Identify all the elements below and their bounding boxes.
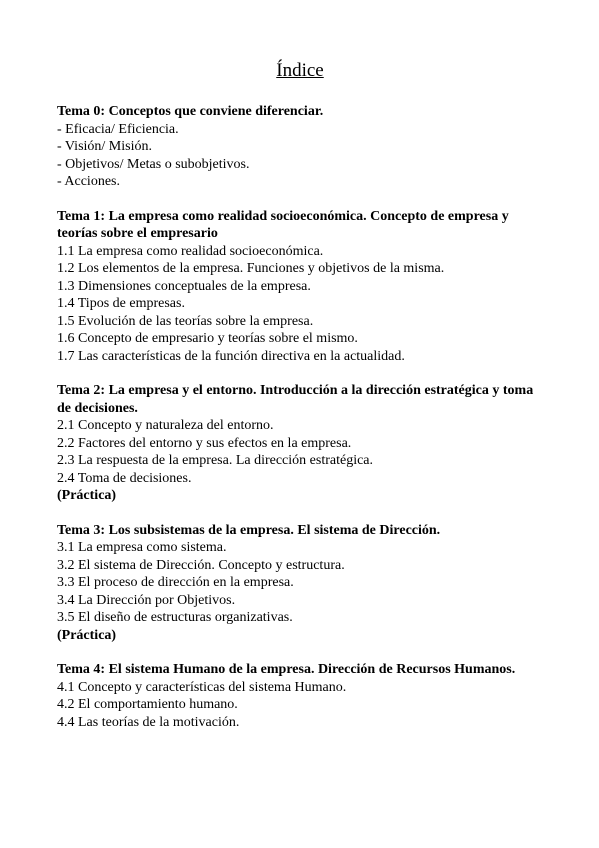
page-title: Índice <box>276 60 324 81</box>
list-item: 4.1 Concepto y características del sistema Humano. <box>57 679 347 695</box>
list-item: - Eficacia/ Eficiencia. <box>57 121 179 137</box>
list-item: 1.4 Tipos de empresas. <box>57 296 185 311</box>
index-content <box>57 103 543 731</box>
section-tema-1 <box>57 208 543 366</box>
section-title: Tema 2: La empresa y el entorno. Introducción a la dirección estratégica y toma de decisiones. <box>57 383 534 416</box>
list-item: - Acciones. <box>57 174 120 189</box>
section-tema-0 <box>57 103 543 191</box>
list-item: 1.2 Los elementos de la empresa. Funciones y objetivos de la misma. <box>57 261 445 276</box>
practice-label: (Práctica) <box>57 627 117 643</box>
list-item: 1.5 Evolución de las teorías sobre la empresa. <box>57 313 314 329</box>
list-item: 3.5 El diseño de estructuras organizativas. <box>57 610 293 625</box>
section-title: Tema 4: El sistema Humano de la empresa. Dirección de Recursos Humanos. <box>57 662 516 677</box>
list-item: 4.2 El comportamiento humano. <box>57 697 238 712</box>
section-title: Tema 3: Los subsistemas de la empresa. El sistema de Dirección. <box>57 522 441 538</box>
list-item: 3.2 El sistema de Dirección. Concepto y estructura. <box>57 557 345 573</box>
list-item: 3.4 La Dirección por Objetivos. <box>57 592 236 608</box>
list-item: 1.6 Concepto de empresario y teorías sobre el mismo. <box>57 331 358 346</box>
list-item: 1.3 Dimensiones conceptuales de la empresa. <box>57 278 311 294</box>
section-tema-4 <box>57 661 543 731</box>
list-item: 2.3 La respuesta de la empresa. La dirección estratégica. <box>57 453 374 468</box>
section-tema-3 <box>57 522 543 645</box>
section-tema-2 <box>57 382 543 505</box>
list-item: 4.4 Las teorías de la motivación. <box>57 714 240 730</box>
practice-label: (Práctica) <box>57 488 117 503</box>
list-item: 2.1 Concepto y naturaleza del entorno. <box>57 418 274 433</box>
section-title: Tema 1: La empresa como realidad socioeconómica. Concepto de empresa y teorías sobre el empresario <box>57 208 509 241</box>
list-item: 2.4 Toma de decisiones. <box>57 470 192 486</box>
list-item: - Visión/ Misión. <box>57 139 152 154</box>
section-title: Tema 0: Conceptos que conviene diferenciar. <box>57 104 324 119</box>
list-item: - Objetivos/ Metas o subobjetivos. <box>57 156 250 172</box>
list-item: 2.2 Factores del entorno y sus efectos en la empresa. <box>57 435 352 451</box>
list-item: 1.1 La empresa como realidad socioeconómica. <box>57 243 324 259</box>
list-item: 3.1 La empresa como sistema. <box>57 540 227 555</box>
list-item: 3.3 El proceso de dirección en la empresa. <box>57 575 294 590</box>
list-item: 1.7 Las características de la función directiva en la actualidad. <box>57 348 405 364</box>
